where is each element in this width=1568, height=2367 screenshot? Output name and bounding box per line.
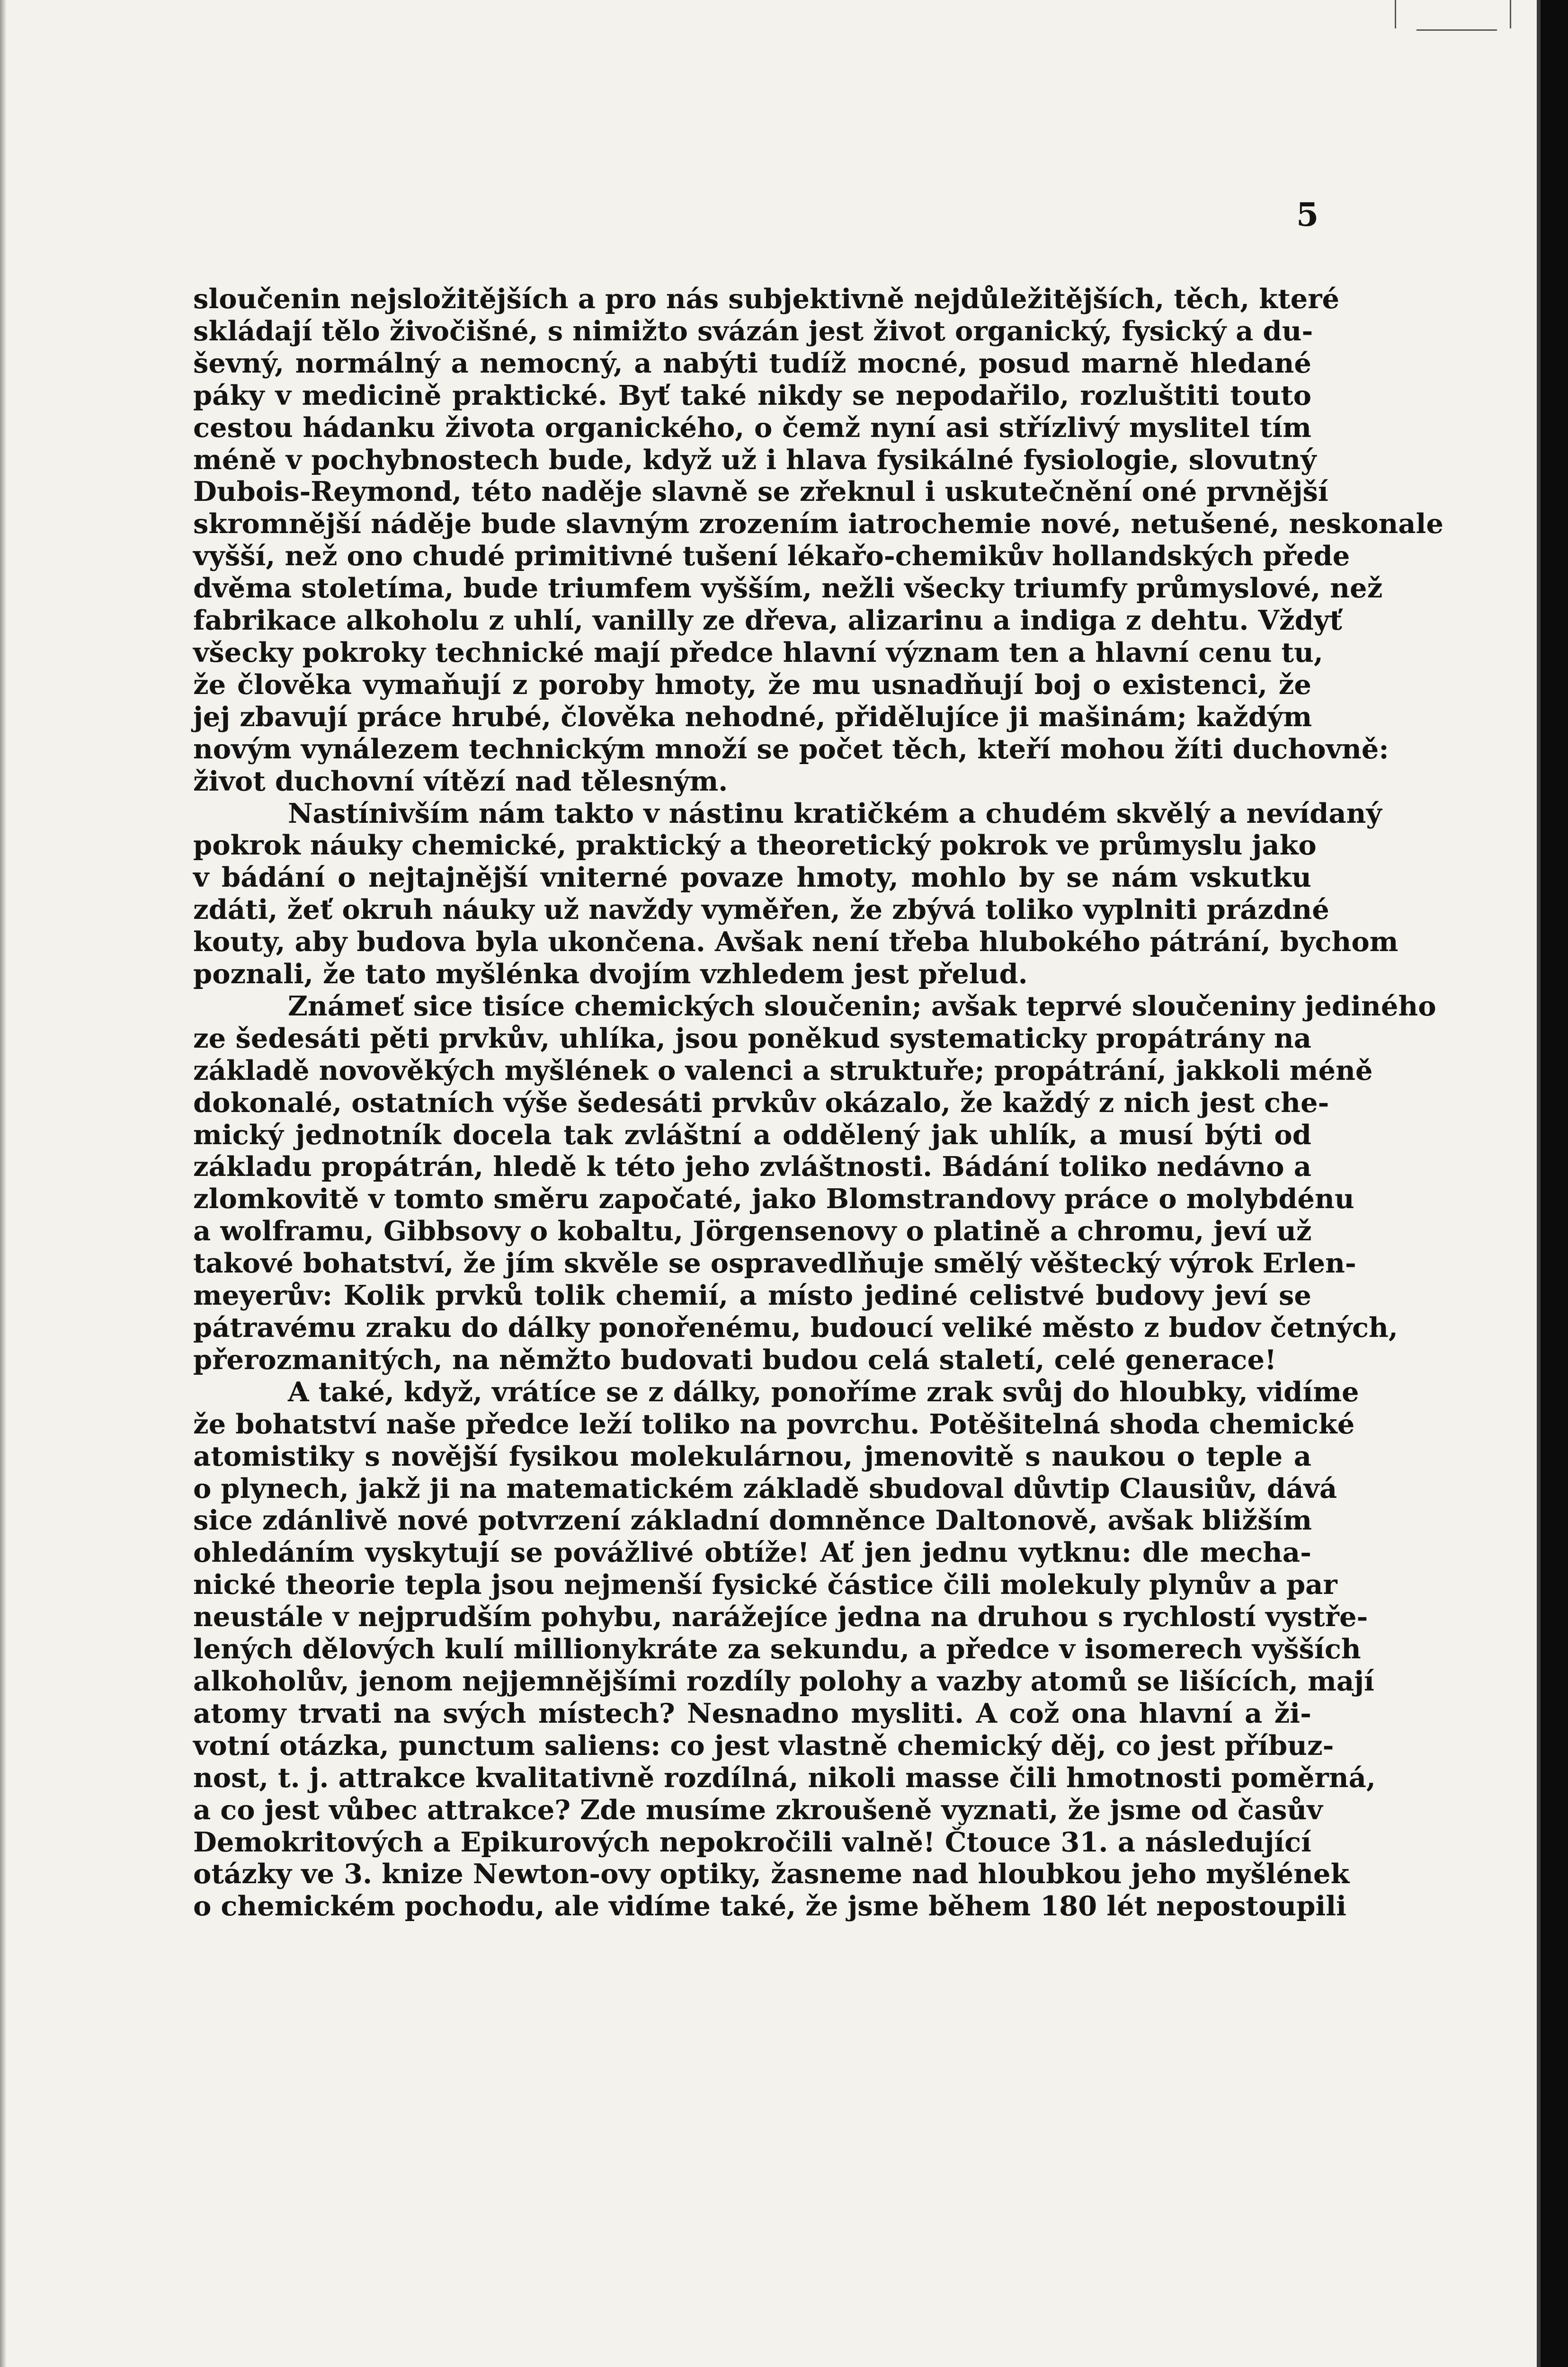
- text-line: skládají tělo živočišné, s nimižto svázán jest život organický, fysický a du-: [193, 314, 1313, 347]
- text-line: alkoholův, jenom nejjemnějšími rozdíly polohy a vazby atomů se lišících, mají: [193, 1664, 1374, 1697]
- text-line: atomistiky s novější fysikou molekulárnou, jmenovitě s naukou o teple a: [193, 1440, 1311, 1472]
- text-line: vyšší, než ono chudé primitivné tušení lékařo-chemikův hollandských přede: [193, 540, 1350, 572]
- text-line: o plynech, jakž ji na matematickém základě sbudoval důvtip Clausiův, dává: [193, 1472, 1337, 1504]
- text-line: meyerův: Kolik prvků tolik chemií, a místo jediné celistvé budovy jeví se: [193, 1279, 1311, 1312]
- text-line: základě novověkých myšlének o valenci a struktuře; propátrání, jakkoli méně: [193, 1054, 1373, 1086]
- scan-top-mark-line: [1417, 29, 1497, 31]
- text-line: pokrok náuky chemické, praktický a theoretický pokrok ve průmyslu jako: [193, 829, 1317, 862]
- text-line: a co jest vůbec attrakce? Zde musíme zkroušeně vyznati, že jsme od časův: [193, 1793, 1323, 1826]
- text-line: kouty, aby budova byla ukončena. Avšak není třeba hlubokého pátrání, bychom: [193, 925, 1399, 958]
- text-line: votní otázka, punctum saliens: co jest vlastně chemický děj, co jest příbuz-: [193, 1729, 1334, 1762]
- text-line: že bohatství naše předce leží toliko na povrchu. Potěšitelná shoda chemické: [193, 1407, 1355, 1440]
- text-line: A také, když, vrátíce se z dálky, ponoříme zrak svůj do hloubky, vidíme: [288, 1375, 1359, 1408]
- text-line: zlomkovitě v tomto směru započaté, jako Blomstrandovy práce o molybdénu: [193, 1183, 1354, 1215]
- text-line: a wolframu, Gibbsovy o kobaltu, Jörgensenovy o platině a chromu, jeví už: [193, 1215, 1312, 1247]
- scan-top-mark: [1395, 0, 1511, 28]
- text-line: Nastínivším nám takto v nástinu kratičkém a chudém skvělý a nevídaný: [288, 797, 1382, 829]
- text-line: zdáti, žeť okruh náuky už navždy vyměřen, že zbývá toliko vyplniti prázdné: [193, 893, 1329, 926]
- text-line: základu propátrán, hledě k této jeho zvláštnosti. Bádání toliko nedávno a: [193, 1150, 1311, 1183]
- page-number: 5: [1296, 196, 1319, 234]
- text-line: atomy trvati na svých místech? Nesnadno mysliti. A což ona hlavní a ži-: [193, 1697, 1311, 1729]
- text-line: přerozmanitých, na němžto budovati budou celá staletí, celé generace!: [193, 1343, 1277, 1376]
- text-line: Známeť sice tisíce chemických sloučenin; avšak teprvé sloučeniny jediného: [288, 989, 1436, 1022]
- text-line: cestou hádanku života organického, o čemž nyní asi střízlivý myslitel tím: [193, 411, 1311, 444]
- text-line: páky v medicině praktické. Byť také nikdy se nepodařilo, rozluštiti touto: [193, 379, 1311, 411]
- text-line: všecky pokroky technické mají předce hlavní význam ten a hlavní cenu tu,: [193, 636, 1323, 668]
- text-line: pátravému zraku do dálky ponořenému, budoucí veliké město z budov četných,: [193, 1311, 1398, 1344]
- text-line: dvěma stoletíma, bude triumfem vyšším, nežli všecky triumfy průmyslové, než: [193, 572, 1383, 605]
- scan-right-edge: [1541, 0, 1568, 2367]
- body-text: [193, 283, 1443, 1922]
- text-line: otázky ve 3. knize Newton-ovy optiky, žasneme nad hloubkou jeho myšlének: [193, 1858, 1350, 1890]
- text-line: Demokritových a Epikurových nepokročili valně! Čtouce 31. a následující: [193, 1825, 1311, 1858]
- text-line: sice zdánlivě nové potvrzení základní domněnce Daltonově, avšak bližším: [193, 1504, 1312, 1537]
- text-line: jej zbavují práce hrubé, člověka nehodné, přidělujíce ji mašinám; každým: [193, 700, 1312, 733]
- text-line: skromnější náděje bude slavným zrozením iatrochemie nové, netušené, neskonale: [193, 507, 1443, 540]
- text-line: Dubois-Reymond, této naděje slavně se zřeknul i uskutečnění oné prvnější: [193, 475, 1328, 508]
- text-line: ze šedesáti pěti prvkův, uhlíka, jsou poněkud systematicky propátrány na: [193, 1022, 1311, 1054]
- text-line: ohledáním vyskytují se povážlivé obtíže! Ať jen jednu vytknu: dle mecha-: [193, 1536, 1311, 1569]
- text-line: o chemickém pochodu, ale vidíme také, že jsme během 180 lét nepostoupili: [193, 1890, 1346, 1922]
- text-line: nost, t. j. attrakce kvalitativně rozdílná, nikoli masse čili hmotnosti poměrná,: [193, 1761, 1376, 1794]
- text-line: dokonalé, ostatních výše šedesáti prvkův okázalo, že každý z nich jest che-: [193, 1086, 1329, 1119]
- text-line: mický jednotník docela tak zvláštní a oddělený jak uhlík, a musí býti od: [193, 1118, 1311, 1151]
- text-line: lených dělových kulí millionykráte za sekundu, a předce v isomerech vyšších: [193, 1633, 1361, 1665]
- text-line: poznali, že tato myšlénka dvojím vzhledem jest přelud.: [193, 958, 1028, 990]
- text-line: že člověka vymaňují z poroby hmoty, že mu usnadňují boj o existenci, že: [193, 668, 1311, 701]
- text-line: novým vynálezem technickým množí se počet těch, kteří mohou žíti duchovně:: [193, 732, 1389, 765]
- text-line: v bádání o nejtajnější vniterné povaze hmoty, mohlo by se nám vskutku: [193, 861, 1311, 894]
- scan-right-edge-inner: [1537, 0, 1541, 2367]
- text-line: fabrikace alkoholu z uhlí, vanilly ze dřeva, alizarinu a indiga z dehtu. Vždyť: [193, 604, 1342, 637]
- text-line: neustále v nejprudším pohybu, narážejíce jedna na druhou s rychlostí vystře-: [193, 1601, 1368, 1633]
- scan-left-edge: [0, 0, 7, 2367]
- text-line: nické theorie tepla jsou nejmenší fysické částice čili molekuly plynův a par: [193, 1568, 1337, 1601]
- text-line: ševný, normálný a nemocný, a nabýti tudíž mocné, posud marně hledané: [193, 347, 1311, 379]
- text-line: život duchovní vítězí nad tělesným.: [193, 765, 728, 797]
- text-line: méně v pochybnostech bude, když už i hlava fysikálné fysiologie, slovutný: [193, 443, 1317, 476]
- text-line: takové bohatství, že jím skvěle se ospravedlňuje smělý věštecký výrok Erlen-: [193, 1247, 1356, 1280]
- text-line: sloučenin nejsložitějších a pro nás subjektivně nejdůležitějších, těch, které: [193, 283, 1340, 315]
